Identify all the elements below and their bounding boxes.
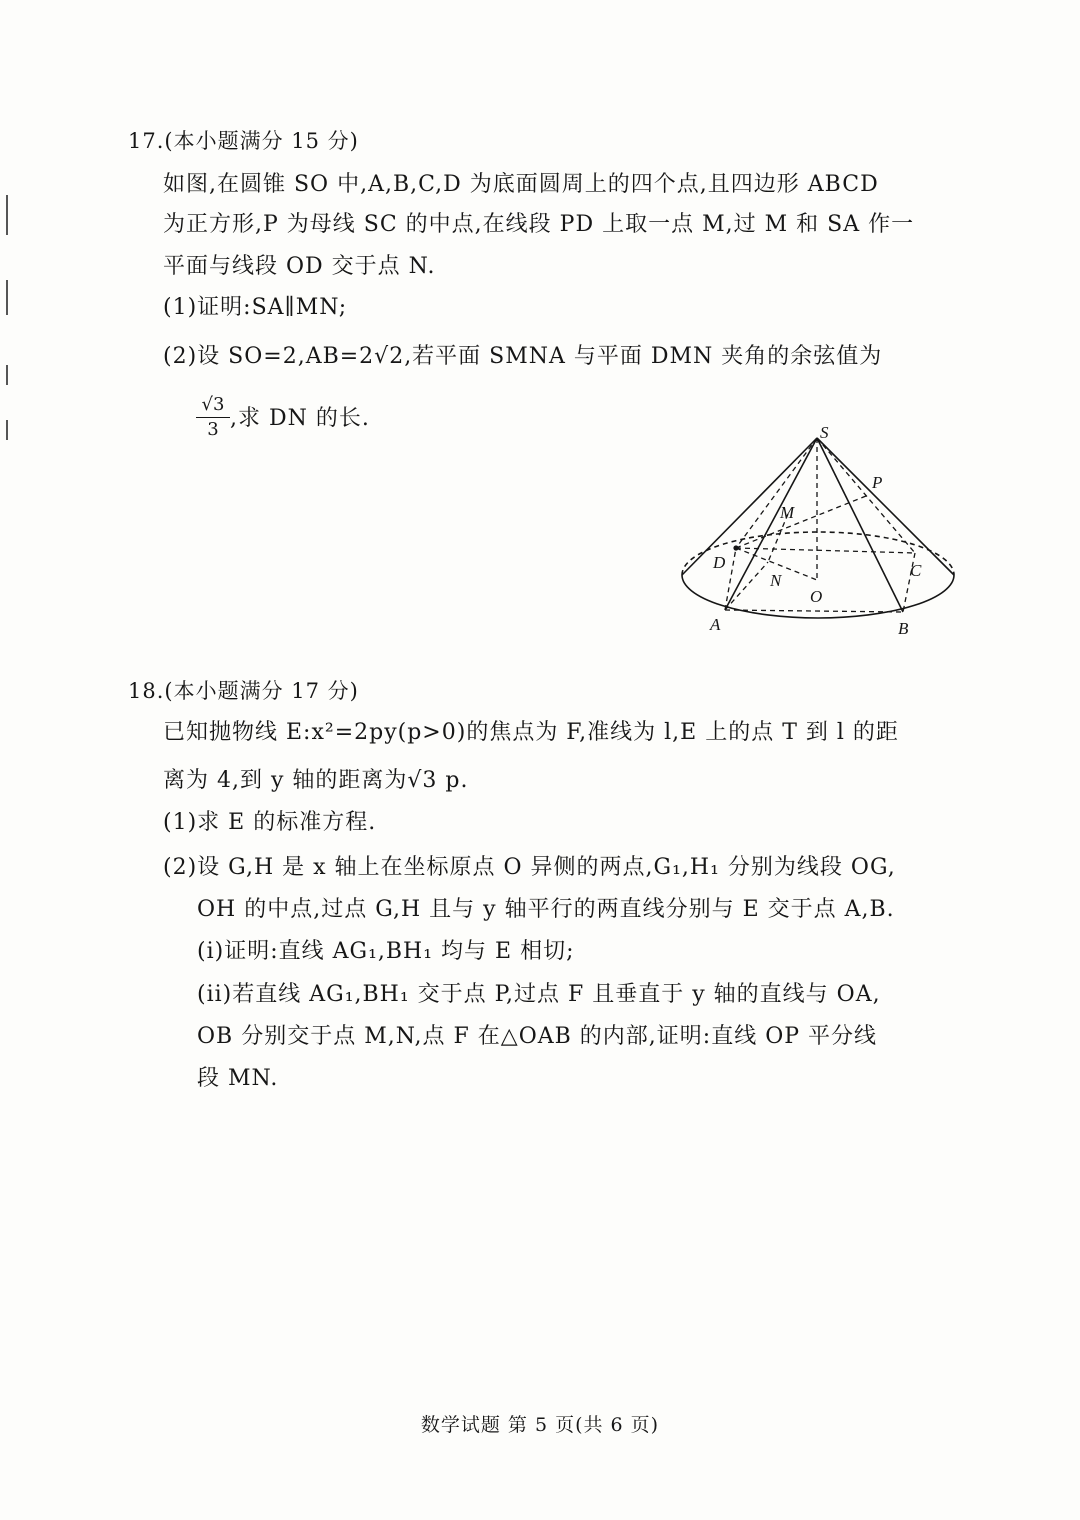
q17-part2-end: ,求 DN 的长. bbox=[230, 406, 370, 431]
q17-part1: (1)证明:SA∥MN; bbox=[163, 295, 348, 320]
q17-line1: 如图,在圆锥 SO 中,A,B,C,D 为底面圆周上的四个点,且四边形 ABCD bbox=[163, 172, 879, 197]
q17-line3: 平面与线段 OD 交于点 N. bbox=[163, 254, 436, 279]
fraction-denominator: 3 bbox=[207, 419, 219, 440]
edge-sb bbox=[817, 438, 903, 612]
segment-pd bbox=[736, 496, 866, 548]
point-d bbox=[734, 546, 738, 550]
cone-figure bbox=[670, 418, 970, 648]
label-o: O bbox=[810, 587, 823, 606]
q18-part1: (1)求 E 的标准方程. bbox=[163, 810, 377, 835]
q18-part2-line1: (2)设 G,H 是 x 轴上在坐标原点 O 异侧的两点,G₁,H₁ 分别为线段 OG, bbox=[163, 855, 896, 880]
label-c: C bbox=[910, 561, 922, 580]
q18-sub-i: (i)证明:直线 AG₁,BH₁ 均与 E 相切; bbox=[197, 939, 575, 964]
edge-ab bbox=[725, 610, 903, 612]
label-p: P bbox=[872, 473, 883, 492]
label-m: M bbox=[780, 503, 795, 522]
margin-mark bbox=[6, 280, 8, 315]
label-n: N bbox=[770, 571, 782, 590]
q17-line2: 为正方形,P 为母线 SC 的中点,在线段 PD 上取一点 M,过 M 和 SA 作一 bbox=[163, 212, 915, 237]
label-b: B bbox=[898, 619, 909, 638]
q17-part2: (2)设 SO=2,AB=2√2,若平面 SMNA 与平面 DMN 夹角的余弦值为 bbox=[163, 344, 883, 369]
fraction-numerator: √3 bbox=[196, 394, 230, 418]
generatrix-right bbox=[817, 438, 954, 575]
label-d: D bbox=[713, 553, 726, 572]
cosine-fraction bbox=[196, 394, 230, 441]
q18-line2: 离为 4,到 y 轴的距离为√3 p. bbox=[163, 768, 469, 793]
q18-part2-line2: OH 的中点,过点 G,H 且与 y 轴平行的两直线分别与 E 交于点 A,B. bbox=[197, 897, 895, 922]
margin-mark bbox=[6, 195, 8, 235]
margin-mark bbox=[6, 365, 8, 385]
q18-sub-ii-line3: 段 MN. bbox=[197, 1066, 279, 1091]
margin-mark bbox=[6, 420, 8, 440]
edge-dc bbox=[736, 548, 915, 553]
label-a: A bbox=[710, 615, 721, 634]
label-s: S bbox=[820, 423, 829, 442]
page-footer: 数学试题 第 5 页(共 6 页) bbox=[420, 1414, 660, 1436]
q17-header: 17.(本小题满分 15 分) bbox=[128, 129, 359, 153]
q18-line1: 已知抛物线 E:x²=2py(p>0)的焦点为 F,准线为 l,E 上的点 T 到 l 的距 bbox=[163, 720, 899, 745]
q18-sub-ii-line2: OB 分别交于点 M,N,点 F 在△OAB 的内部,证明:直线 OP 平分线 bbox=[197, 1024, 878, 1049]
generatrix-left bbox=[682, 438, 817, 575]
q18-header: 18.(本小题满分 17 分) bbox=[128, 679, 359, 703]
q18-sub-ii-line1: (ii)若直线 AG₁,BH₁ 交于点 P,过点 F 且垂直于 y 轴的直线与 OA, bbox=[197, 982, 881, 1007]
